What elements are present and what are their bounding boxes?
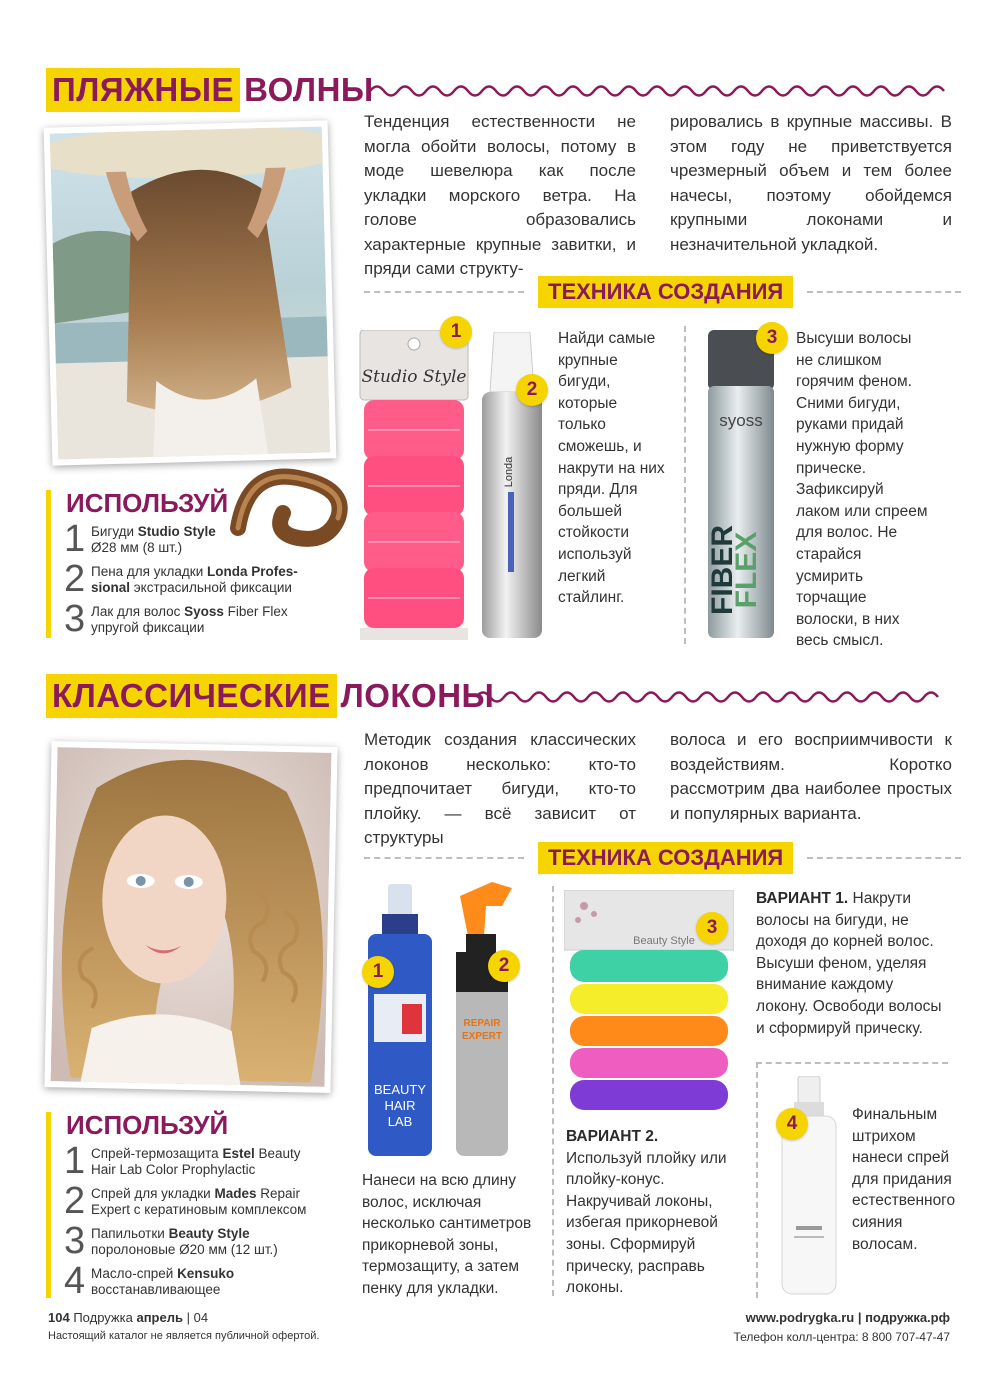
use-item-number: 4 <box>64 1260 86 1302</box>
use-item-text: поролоновые Ø20 мм (12 шт.) <box>91 1242 278 1257</box>
papillot-brand-label: Beauty Style <box>633 935 695 947</box>
use-item-text: Бигуди <box>91 524 138 539</box>
use-item-number: 3 <box>64 1220 86 1262</box>
beach-waves-photo <box>44 120 337 465</box>
spray-brand-label: syoss <box>719 411 763 430</box>
syoss-fiber-flex-spray-product <box>702 330 780 642</box>
section2-title-rest: ЛОКОНЫ <box>340 677 495 714</box>
estel-line2-label: HAIR <box>384 1098 416 1113</box>
dashed-line <box>364 857 524 859</box>
use-item-text: Лак для волос <box>91 604 185 619</box>
section2-intro-left: Методик создания классических локонов несколько: кто-то предпочитает бигуди, кто-то плойку. — всё зависит от структуры <box>364 730 636 847</box>
use-item-text: Fiber Flex <box>223 604 288 619</box>
issue-number: 04 <box>193 1310 209 1325</box>
spray-line2-label: FLEX <box>730 531 763 609</box>
use-item-text: Спрей-термозащита <box>91 1146 223 1161</box>
hair-curl-decoration <box>228 458 368 554</box>
section1-use-item-2 <box>64 558 298 600</box>
section1-use-bar <box>46 490 51 638</box>
use-item-brand: Londa Profes- <box>207 564 298 579</box>
use-item-text: упругой фиксации <box>91 620 205 635</box>
section1-use-item-3 <box>64 598 288 640</box>
use-item-text: Beauty <box>254 1146 301 1161</box>
section2-title-highlight: КЛАССИЧЕСКИЕ <box>46 674 337 718</box>
use-item-number: 2 <box>64 558 86 600</box>
studio-style-curlers-product <box>358 330 470 642</box>
section1-intro-right: рировались в крупные массивы. В этом году не приветствуется чрезмерный объем и тем более начесы, поэтому обойдемся крупными локонами и незначительной укладкой. <box>670 112 952 254</box>
dashed-line <box>807 291 961 293</box>
estel-line1-label: BEAUTY <box>373 1082 427 1097</box>
step-badge-2: 2 <box>488 950 520 982</box>
section1-step12-text: Найди самые крупные бигуди, которые только сможешь, и накрути на них пряди. Для большей стойкости используй легкий стайлинг. <box>558 330 665 607</box>
use-item-text: Спрей для укладки <box>91 1186 215 1201</box>
section1-title <box>46 68 374 112</box>
issue-month: апрель <box>136 1310 183 1325</box>
section2-step12-text: Нанеси на всю длину волос, исключая несколько сантиметров прикорневой зоны, термозащиту, а затем пенку для укладки. <box>362 1172 532 1297</box>
section1-intro-left: Тенденция естественности не могла обойти волосы, потому в моде шевелюра как после укладки морского ветра. На голове образовались характерные крупные завитки, и пряди сами структу- <box>364 112 636 278</box>
footer-phone: Телефон колл-центра: 8 800 707-47-47 <box>733 1330 950 1344</box>
use-item-text: Масло-спрей <box>91 1266 178 1281</box>
section2-title <box>46 674 494 718</box>
section2-variant2 <box>566 1126 746 1299</box>
variant2-text: Используй плойку или плойку-конус. Накручивай локоны, избегая прикорневой зоны. Сформируй прическу, расправь локоны. <box>566 1149 727 1297</box>
section2-step4-divider <box>756 1062 758 1298</box>
classic-curls-photo <box>44 741 337 1093</box>
section2-variant-divider <box>756 1062 948 1064</box>
step-badge-1: 1 <box>440 316 472 348</box>
use-item-brand: Syoss <box>184 604 224 619</box>
use-item-text: Ø28 мм (8 шт.) <box>91 540 183 555</box>
section2-use-item-3 <box>64 1220 278 1262</box>
use-item-number: 1 <box>64 518 86 560</box>
estel-spray-product <box>362 884 438 1160</box>
section2-step4-text: Финальным штрихом нанеси спрей для придания естественного сияния волосам. <box>852 1106 956 1253</box>
estel-line3-label: LAB <box>387 1114 413 1129</box>
section1-step-divider <box>684 326 686 644</box>
technique-title: ТЕХНИКА СОЗДАНИЯ <box>538 842 793 874</box>
variant1-text: Накрути волосы на бигуди, не доходя до корней волос. Высуши феном, уделяя внимание каждому локону. Освободи волосы и сформируй прическу. <box>756 890 942 1037</box>
section1-use-item-1 <box>64 518 216 560</box>
use-item-text: Пена для укладки <box>91 564 208 579</box>
variant2-label: ВАРИАНТ 2. <box>566 1128 659 1145</box>
section2-use-item-1 <box>64 1140 301 1182</box>
curlers-brand-label: Studio Style <box>361 367 467 387</box>
section1-title-rest: ВОЛНЫ <box>244 71 374 108</box>
step-badge-1: 1 <box>362 956 394 988</box>
section2-use-item-2 <box>64 1180 307 1222</box>
section2-step-divider <box>552 886 554 1296</box>
mades-repair-expert-spray-product <box>446 876 526 1160</box>
use-item-number: 3 <box>64 598 86 640</box>
section1-technique-heading <box>364 276 961 308</box>
step-badge-3: 3 <box>696 912 728 944</box>
mades-line1-label: REPAIR <box>463 1018 501 1029</box>
section2-use-title: ИСПОЛЬЗУЙ <box>66 1110 229 1140</box>
section2-use-bar <box>46 1112 51 1298</box>
use-item-brand: Mades <box>214 1186 257 1201</box>
magazine-name: Подружка <box>73 1310 133 1325</box>
use-item-text: Hair Lab Color Prophylactic <box>91 1162 256 1177</box>
spray-line1-label: FIBER <box>706 525 739 615</box>
use-item-brand: sional <box>91 580 131 595</box>
section1-wave-divider <box>370 82 950 100</box>
use-item-brand: Kensuko <box>177 1266 235 1281</box>
dashed-line <box>807 857 961 859</box>
use-item-text: Папильотки <box>91 1226 169 1241</box>
use-item-number: 2 <box>64 1180 86 1222</box>
section2-variant1 <box>756 888 946 1039</box>
site-link[interactable]: www.podrygka.ru | подружка.рф <box>745 1310 950 1325</box>
technique-title: ТЕХНИКА СОЗДАНИЯ <box>538 276 793 308</box>
footer-site[interactable] <box>746 1310 950 1325</box>
section2-intro-right: волоса и его восприимчивости к воздействиям. Коротко рассмотрим два наиболее простых и популярных варианта. <box>670 730 952 823</box>
step-badge-4: 4 <box>776 1108 808 1140</box>
use-item-text: Repair <box>256 1186 301 1201</box>
mades-line2-label: EXPERT <box>461 1031 503 1042</box>
section1-use-title: ИСПОЛЬЗУЙ <box>66 488 229 518</box>
use-item-number: 1 <box>64 1140 86 1182</box>
use-item-text: экстрасильной фиксации <box>130 580 292 595</box>
step-badge-2: 2 <box>516 374 548 406</box>
use-item-brand: Beauty Style <box>168 1226 250 1241</box>
use-item-text: восстанавливающее <box>91 1282 221 1297</box>
variant1-label: ВАРИАНТ 1. <box>756 890 849 907</box>
section2-wave-divider <box>476 688 950 706</box>
page-number: 104 <box>48 1310 70 1325</box>
footer-left: 104 Подружка апрель | 04 <box>48 1310 209 1325</box>
mousse-brand-label: Londa <box>503 456 515 488</box>
section2-technique-heading <box>364 842 961 874</box>
section2-use-item-4 <box>64 1260 235 1302</box>
section1-step3-text: Высуши волосы не слишком горячим феном. Сними бигуди, руками придай нужную форму прическе. Зафиксируй лаком или спреем для волос. Не старайся усмирить торчащие волоски, в них весь смысл. <box>796 330 928 650</box>
step-badge-3: 3 <box>756 322 788 354</box>
use-item-text: Expert с кератиновым комплексом <box>91 1202 307 1217</box>
use-item-brand: Studio Style <box>137 524 216 539</box>
dashed-line <box>364 291 524 293</box>
footer-disclaimer: Настоящий каталог не является публичной офертой. <box>48 1330 320 1342</box>
section1-title-highlight: ПЛЯЖНЫЕ <box>46 68 240 112</box>
use-item-brand: Estel <box>222 1146 255 1161</box>
